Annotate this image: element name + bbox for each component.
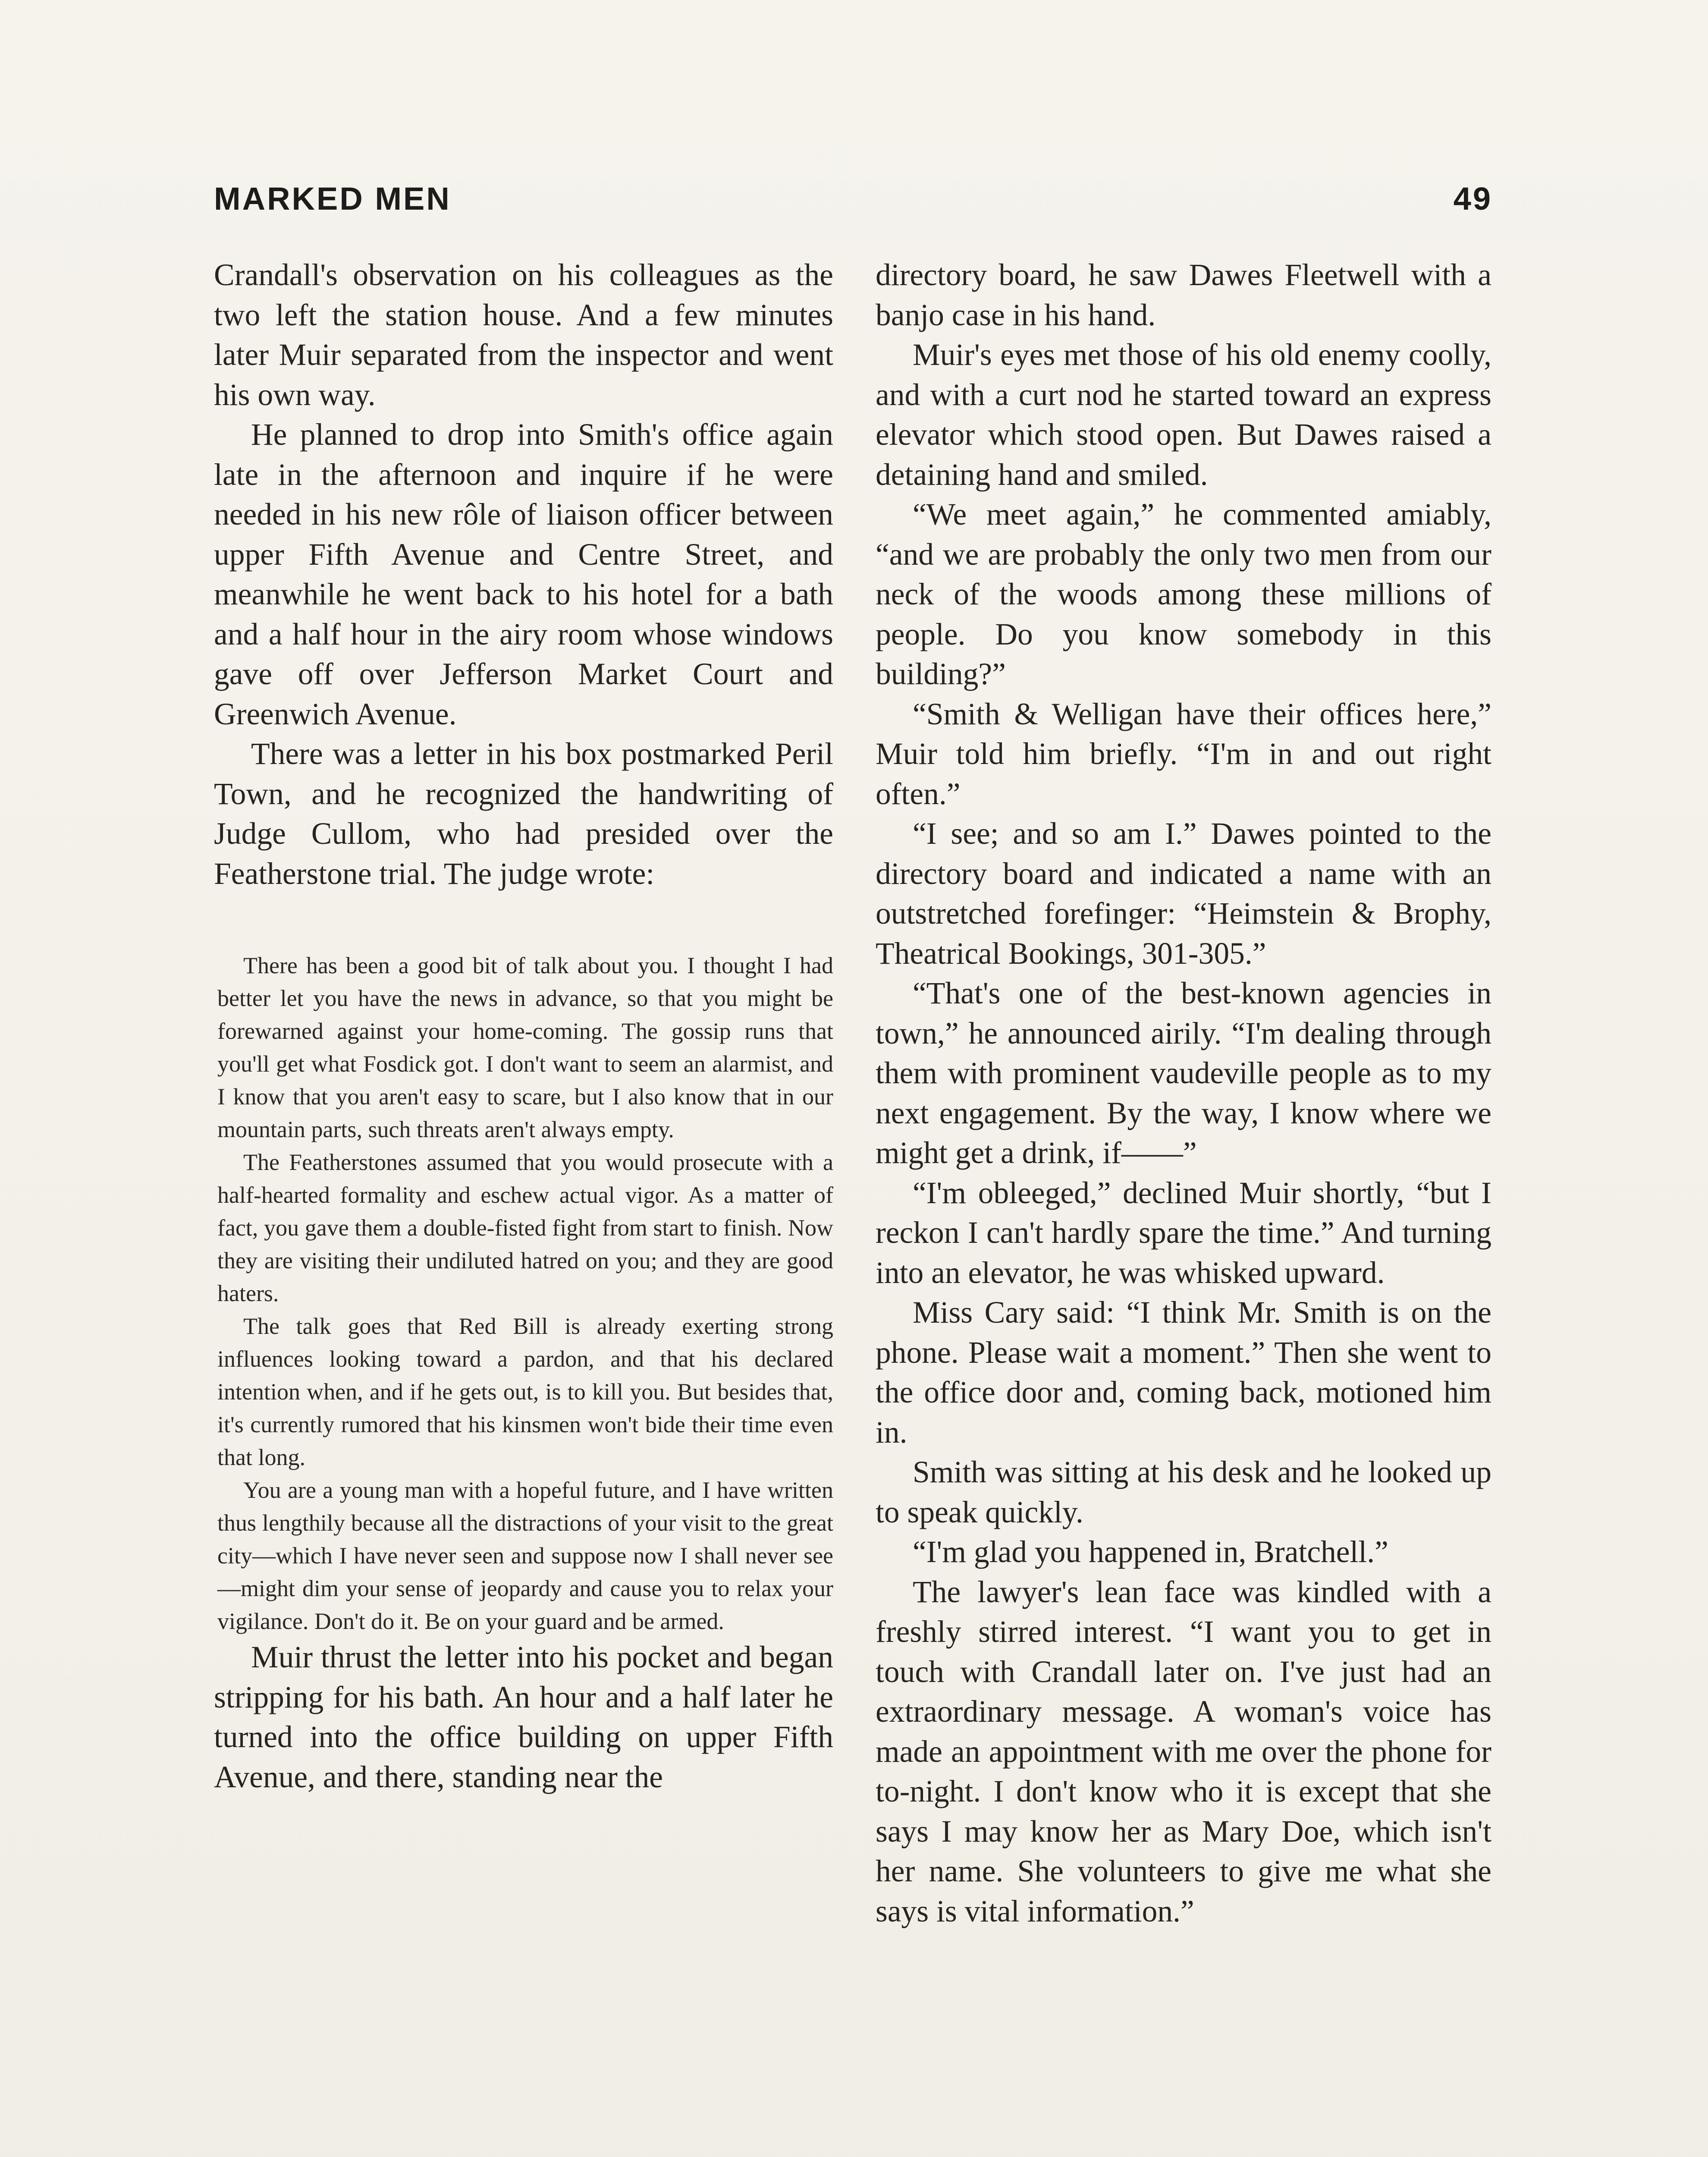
- letter-paragraph: You are a young man with a hopeful future, and I have written thus lengthily because all the distractions of your visit to the great city—which I have never seen and suppose now I shall never see—might dim your sense of jeopardy and cause you to relax your vigilance. Don't do it. Be on your guard and be armed.: [217, 1477, 833, 1634]
- body-paragraph: “I'm obleeged,” declined Muir shortly, “but I reckon I can't hardly spare the time.” And turning into an elevator, he was whisked upward.: [876, 1176, 1491, 1290]
- quoted-letter: [217, 949, 833, 1638]
- body-paragraph: “We meet again,” he commented amiably, “and we are probably the only two men from our neck of the woods among these millions of people. Do you know somebody in this building?”: [876, 497, 1491, 691]
- page-header: [214, 180, 1492, 228]
- body-paragraph: Crandall's observation on his colleagues as the two left the station house. And a few minutes later Muir separated from the inspector and went his own way.: [214, 258, 833, 412]
- letter-paragraph: There has been a good bit of talk about you. I thought I had better let you have the news in advance, so that you might be forewarned against your home-coming. The gossip runs that you'll get what Fosdick got. I don't want to seem an alarmist, and I know that you aren't easy to scare, but I also know that in our mountain parts, such threats aren't always empty.: [217, 953, 833, 1142]
- body-paragraph: Muir's eyes met those of his old enemy coolly, and with a curt nod he started toward an express elevator which stood open. But Dawes raised a detaining hand and smiled.: [876, 338, 1491, 492]
- left-column: [214, 255, 833, 1797]
- running-title: MARKED MEN: [214, 181, 451, 217]
- letter-paragraph: The Featherstones assumed that you would prosecute with a half-hearted formality and eschew actual vigor. As a matter of fact, you gave them a double-fisted fight from start to finish. Now they are visiting their undiluted hatred on you; and they are good haters.: [217, 1149, 833, 1306]
- body-paragraph: “That's one of the best-known agencies in town,” he announced airily. “I'm dealing through them with prominent vaudeville people as to my next engagement. By the way, I know where we might get a drink, if——”: [876, 976, 1491, 1170]
- body-paragraph: He planned to drop into Smith's office again late in the afternoon and inquire if he were needed in his new rôle of liaison officer between upper Fifth Avenue and Centre Street, and meanwhile he went back to his hotel for a bath and a half hour in the airy room whose windows gave off over Jefferson Market Court and Greenwich Avenue.: [214, 418, 833, 731]
- body-paragraph: “I see; and so am I.” Dawes pointed to the directory board and indicated a name with an outstretched forefinger: “Heimstein & Brophy, Theatrical Bookings, 301-305.”: [876, 817, 1491, 971]
- body-paragraph: “I'm glad you happened in, Bratchell.”: [913, 1535, 1388, 1569]
- body-paragraph: Miss Cary said: “I think Mr. Smith is on the phone. Please wait a moment.” Then she went to the office door and, coming back, motioned him in.: [876, 1295, 1491, 1450]
- body-paragraph: The lawyer's lean face was kindled with a freshly stirred interest. “I want you to get in touch with Crandall later on. I've just had an extraordinary message. A woman's voice has made an appointment with me over the phone for to-night. I don't know who it is except that she says I may know her as Mary Doe, which isn't her name. She volunteers to give me what she says is vital information.”: [876, 1575, 1491, 1928]
- body-paragraph: Muir thrust the letter into his pocket and began stripping for his bath. An hour and a half later he turned into the office building on upper Fifth Avenue, and there, standing near the: [214, 1640, 833, 1794]
- body-paragraph: “Smith & Welligan have their offices here,” Muir told him briefly. “I'm in and out right often.”: [876, 697, 1491, 811]
- right-column: [876, 255, 1491, 1931]
- body-paragraph: There was a letter in his box postmarked Peril Town, and he recognized the handwriting of Judge Cullom, who had presided over the Featherstone trial. The judge wrote:: [214, 737, 833, 891]
- body-paragraph: directory board, he saw Dawes Fleetwell with a banjo case in his hand.: [876, 258, 1491, 332]
- page-number: 49: [1453, 181, 1492, 217]
- letter-paragraph: The talk goes that Red Bill is already exerting strong influences looking toward a pardon, and that his declared intention when, and if he gets out, is to kill you. But besides that, it's currently rumored that his kinsmen won't bide their time even that long.: [217, 1313, 833, 1470]
- body-paragraph: Smith was sitting at his desk and he looked up to speak quickly.: [876, 1455, 1491, 1529]
